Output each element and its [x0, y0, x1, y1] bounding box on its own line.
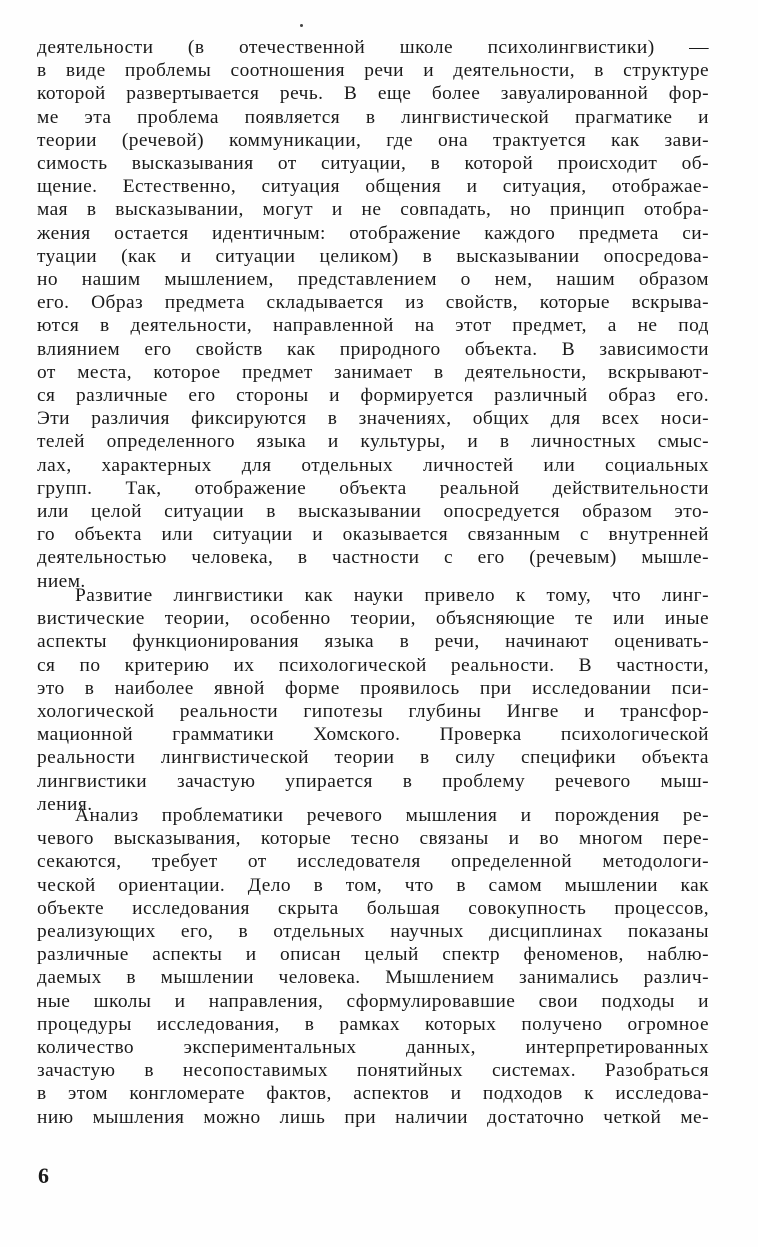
text-line: Развитие лингвистики как науки привело к тому, что линг- — [75, 585, 709, 606]
text-line: количество экспериментальных данных, интерпретированных — [37, 1037, 709, 1059]
paragraph-3 — [37, 804, 709, 1129]
text-line: Эти различия фиксируются в значениях, общих для всех носи- — [37, 408, 709, 430]
text-line: телей определенного языка и культуры, и в личностных смыс- — [37, 431, 709, 453]
paragraph-1 — [37, 36, 709, 593]
text-line: зачастую в несопоставимых понятийных системах. Разобраться — [37, 1060, 709, 1082]
text-line: но нашим мышлением, представлением о нем, нашим образом — [37, 269, 709, 291]
text-line: реальности лингвистической теории в силу специфики объекта — [37, 747, 709, 769]
text-line: реализующих его, в отдельных научных дисциплинах показаны — [37, 921, 709, 943]
text-line: ческой ориентации. Дело в том, что в самом мышлении как — [37, 874, 709, 896]
text-line: различные аспекты и описан целый спектр феноменов, наблю- — [37, 944, 709, 966]
text-line: даемых в мышлении человека. Мышлением занимались различ- — [37, 967, 709, 989]
text-line: жения остается идентичным: отображение каждого предмета си- — [37, 222, 709, 244]
paragraph-2 — [37, 584, 709, 816]
print-speck — [300, 24, 303, 27]
text-line: нием. — [37, 570, 86, 592]
text-line: аспекты функционирования языка в речи, начинают оценивать- — [37, 631, 709, 653]
text-line: в этом конгломерате фактов, аспектов и подходов к исследова- — [37, 1083, 709, 1105]
text-line: ления. — [37, 793, 93, 815]
text-line: от места, которое предмет занимает в деятельности, вскрывают- — [37, 361, 709, 383]
text-line: ся различные его стороны и формируется различный образ его. — [37, 385, 709, 407]
text-line: мая в высказывании, могут и не совпадать, но принцип отобра- — [37, 199, 709, 221]
text-line: го объекта или ситуации и оказывается связанным с внутренней — [37, 524, 709, 546]
text-line: деятельности (в отечественной школе психолингвистики) — — [37, 37, 709, 58]
text-line: теории (речевой) коммуникации, где она трактуется как зави- — [37, 129, 709, 151]
text-line: чевого высказывания, которые тесно связаны и во многом пере- — [37, 828, 709, 850]
text-line: лах, характерных для отдельных личностей или социальных — [37, 454, 709, 476]
text-line: нию мышления можно лишь при наличии достаточно четкой ме- — [37, 1106, 710, 1128]
text-line: его. Образ предмета складывается из свойств, которые вскрыва- — [37, 292, 709, 314]
text-line: секаются, требует от исследователя определенной методологи- — [37, 851, 709, 873]
text-line: которой развертывается речь. В еще более завуалированной фор- — [37, 83, 709, 105]
text-line: туации (как и ситуации целиком) в высказывании опосредова- — [37, 245, 709, 267]
text-line: влиянием его свойств как природного объекта. В зависимости — [37, 338, 709, 360]
text-line: или целой ситуации в высказывании опосредуется образом это- — [37, 501, 709, 523]
text-line: ются в деятельности, направленной на этот предмет, а не под — [37, 315, 709, 337]
text-line: ные школы и направления, сформулировавшие свои подходы и — [37, 990, 709, 1012]
text-line: объекте исследования скрыта большая совокупность процессов, — [37, 897, 709, 919]
text-line: симость высказывания от ситуации, в которой происходит об- — [37, 153, 709, 175]
text-line: лингвистики зачастую упирается в проблему речевого мыш- — [37, 770, 709, 792]
text-line: Анализ проблематики речевого мышления и порождения ре- — [75, 805, 709, 826]
text-line: групп. Так, отображение объекта реальной действительности — [37, 477, 709, 499]
text-line: ме эта проблема появляется в лингвистической прагматике и — [37, 106, 709, 128]
text-line: ся по критерию их психологической реальности. В частности, — [37, 654, 709, 676]
text-line: деятельностью человека, в частности с его (речевым) мышле- — [37, 547, 709, 569]
text-line: мационной грамматики Хомского. Проверка психологической — [37, 724, 709, 746]
text-line: щение. Естественно, ситуация общения и ситуация, отображае- — [37, 176, 709, 198]
text-line: хологической реальности гипотезы глубины Ингве и трансфор- — [37, 701, 709, 723]
text-line: это в наиболее явной форме проявилось при исследовании пси- — [37, 677, 709, 699]
text-line: в виде проблемы соотношения речи и деятельности, в структуре — [37, 60, 710, 82]
text-line: процедуры исследования, в рамках которых получено огромное — [37, 1013, 709, 1035]
text-line: вистические теории, особенно теории, объясняющие те или иные — [37, 608, 709, 630]
page-number: 6 — [38, 1163, 49, 1188]
